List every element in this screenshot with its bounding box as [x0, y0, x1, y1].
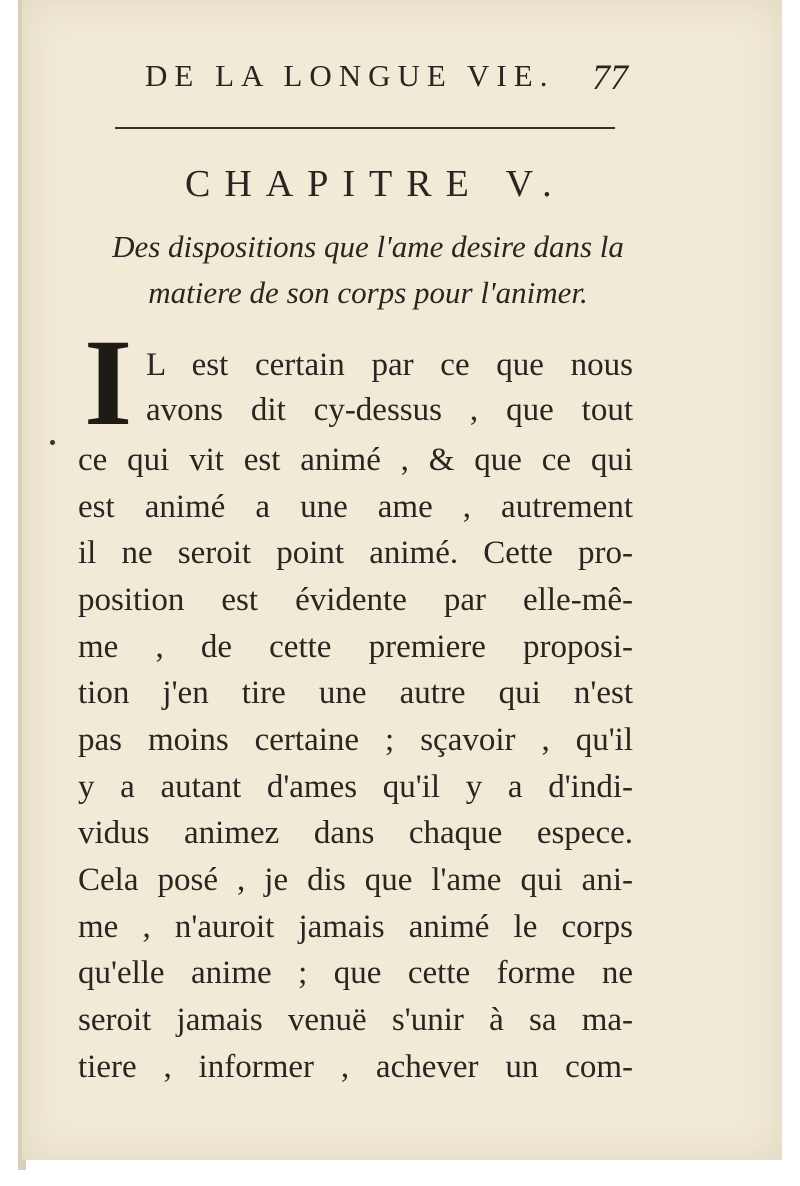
- text-line: me , de cette premiere proposi-: [78, 629, 633, 665]
- text-line: est animé a une ame , autrement: [78, 489, 633, 525]
- chapter-heading: CHAPITRE V.: [185, 163, 566, 205]
- text-line: me , n'auroit jamais animé le corps: [78, 909, 633, 945]
- text-line: ce qui vit est animé , & que ce qui: [78, 442, 633, 478]
- text-line: seroit jamais venuë s'unir à sa ma-: [78, 1002, 633, 1038]
- text-line: Cela posé , je dis que l'ame qui ani-: [78, 862, 633, 898]
- chapter-title-line: Des dispositions que l'ame desire dans la: [112, 229, 624, 264]
- drop-cap: I: [84, 314, 133, 451]
- chapter-title: [78, 224, 658, 316]
- text-line: il ne seroit point animé. Cette pro-: [78, 535, 633, 571]
- chapter-title-line: matiere de son corps pour l'animer.: [148, 275, 588, 310]
- text-line: tiere , informer , achever un com-: [78, 1049, 633, 1085]
- text-line: L est certain par ce que nous: [146, 347, 633, 383]
- header-rule: [115, 127, 615, 129]
- text-line: vidus animez dans chaque espece.: [78, 815, 633, 851]
- page-number: 77: [592, 57, 628, 97]
- text-line: position est évidente par elle-mê-: [78, 582, 633, 618]
- text-line: pas moins certaine ; sçavoir , qu'il: [78, 722, 633, 758]
- text-line: tion j'en tire une autre qui n'est: [78, 675, 633, 711]
- text-line: qu'elle anime ; que cette forme ne: [78, 955, 633, 991]
- ink-speck: [50, 440, 55, 445]
- running-head: DE LA LONGUE VIE.: [145, 58, 555, 93]
- text-line: y a autant d'ames qu'il y a d'indi-: [78, 769, 633, 805]
- text-line: avons dit cy-dessus , que tout: [146, 392, 633, 428]
